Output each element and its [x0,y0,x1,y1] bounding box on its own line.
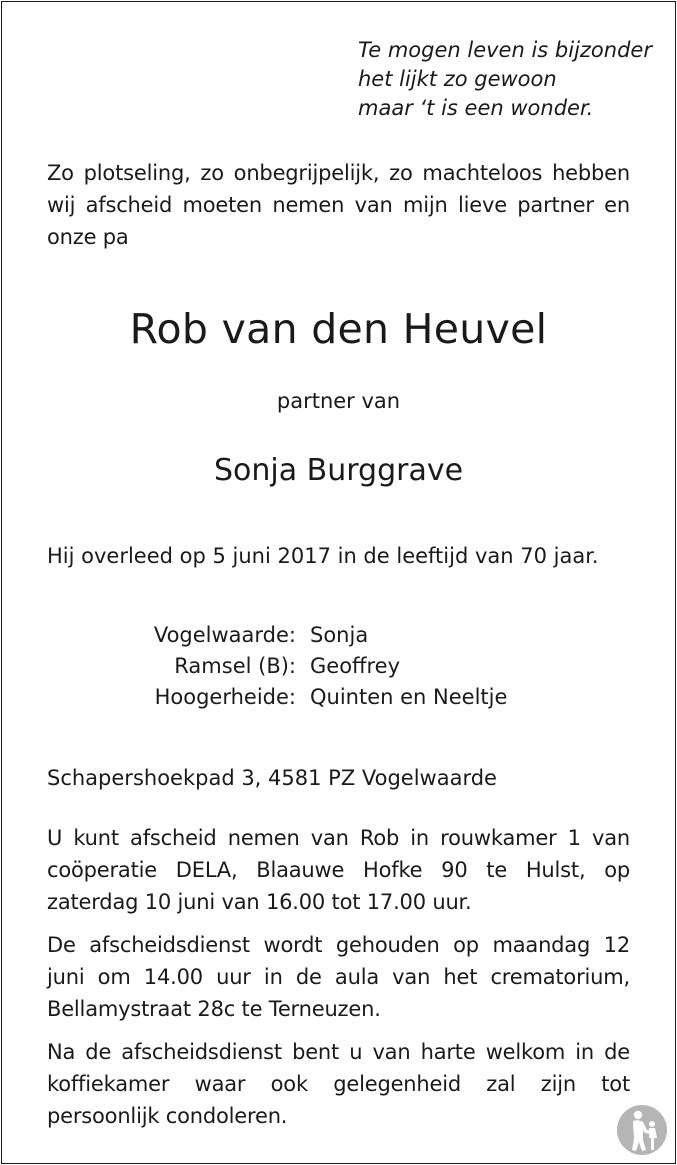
caregiver-logo-icon [616,1104,668,1156]
family-list [100,620,600,713]
family-place: Vogelwaarde: [153,623,296,647]
intro-text: Zo plotseling, zo onbegrijpelijk, zo machteloos hebben wij afscheid moeten nemen van mijn lieve partner en onze pa [47,161,630,249]
family-row [100,620,600,651]
family-row [100,651,600,682]
family-place: Ramsel (B): [174,654,296,678]
partner-name: Sonja Burggrave [213,453,464,488]
condolence-paragraph: Na de afscheidsdienst bent u van harte welkom in de koffiekamer waar ook gelegenheid zal zijn tot persoonlijk condoleren. [47,1040,630,1128]
poem [358,36,652,123]
farewell-paragraph: U kunt afscheid nemen van Rob in rouwkamer 1 van coöperatie DELA, Blaauwe Hofke 90 te Hulst, op zaterdag 10 juni van 16.00 tot 17.00 uur. [47,826,630,914]
deceased-name: Rob van den Heuvel [129,305,548,353]
family-names: Quinten en Neeltje [310,685,508,709]
poem-line: het lijkt zo gewoon [358,67,557,91]
service-paragraph: De afscheidsdienst wordt gehouden op maandag 12 juni om 14.00 uur in de aula van het crematorium, Bellamystraat 28c te Terneuzen. [47,933,630,1021]
death-notice: Hij overleed op 5 juni 2017 in de leeftijd van 70 jaar. [47,544,599,568]
family-place: Hoogerheide: [154,685,296,709]
poem-line: Te mogen leven is bijzonder [358,38,652,62]
family-row [100,682,600,713]
address: Schapershoekpad 3, 4581 PZ Vogelwaarde [47,766,497,790]
partner-label: partner van [276,389,401,413]
poem-line: maar ‘t is een wonder. [358,96,594,120]
family-names: Sonja [310,623,369,647]
family-names: Geoffrey [310,654,401,678]
